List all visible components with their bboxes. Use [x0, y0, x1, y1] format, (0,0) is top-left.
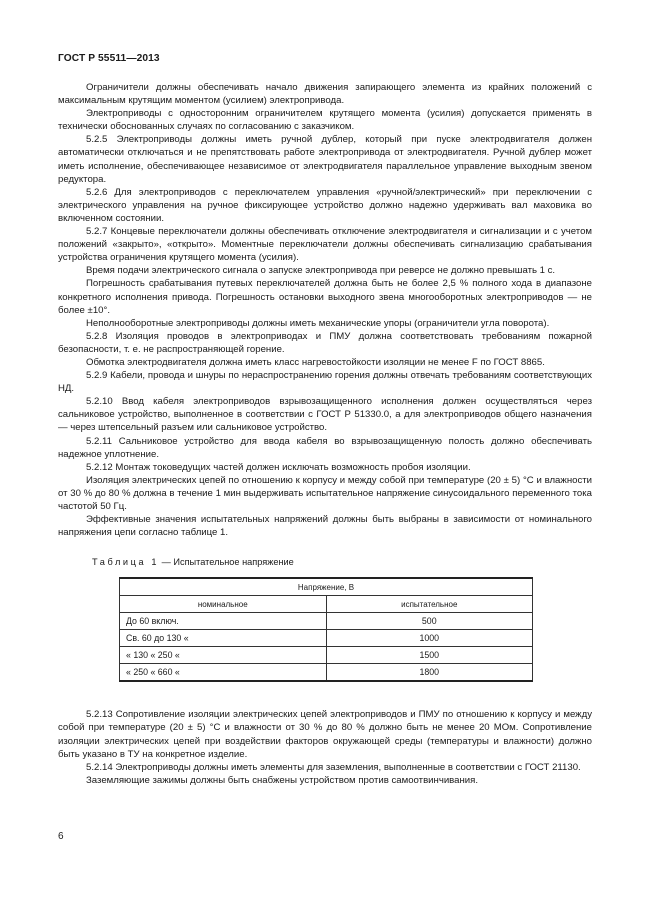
table-row [120, 630, 533, 647]
table-caption-title: — Испытательное напряжение [159, 557, 294, 568]
cell-test: 1000 [326, 630, 533, 647]
table-row [120, 664, 533, 682]
table-group-header: Напряжение, В [120, 578, 533, 596]
cell-nominal: « 130 « 250 « [120, 647, 327, 664]
cell-nominal: До 60 включ. [120, 613, 327, 630]
table-row [120, 647, 533, 664]
cell-nominal: « 250 « 660 « [120, 664, 327, 682]
table-caption [58, 556, 592, 569]
table-caption-label: Таблица 1 [92, 557, 160, 568]
paragraph: 5.2.14 Электроприводы должны иметь элементы для заземления, выполненные в соответствии с ГОСТ 21130. [86, 761, 581, 773]
document-header: ГОСТ Р 55511—2013 [58, 53, 160, 64]
paragraph: 5.2.5 Электроприводы должны иметь ручной дублер, который при пуске электродвигателя должен автоматически отключаться и не препятствовать работе электропривода от электродвигателя. Ручной дублер может иметь исполнение, обеспечивающее независимое от электродвигателя параллельное управление выходным звеном редуктора. [58, 134, 592, 185]
page-number: 6 [58, 831, 64, 842]
paragraph: Погрешность срабатывания путевых переключателей должна быть не более 2,5 % полного хода в диапазоне конкретного исполнения привода. Погрешность остановки выходного звена многооборотных электроприводов — не более ±10°. [58, 278, 592, 316]
cell-test: 1800 [326, 664, 533, 682]
paragraph: 5.2.12 Монтаж токоведущих частей должен исключать возможность пробоя изоляции. [86, 461, 471, 473]
column-header-test: испытательное [326, 596, 533, 613]
document-body [58, 81, 592, 787]
paragraph: Неполнооборотные электроприводы должны иметь механические упоры (ограничители угла поворота). [86, 317, 550, 329]
paragraph: 5.2.13 Сопротивление изоляции электрических цепей электроприводов и ПМУ по отношению к корпусу и между собой при температуре (20 ± 5) °С и влажности от 30 % до 80 % должно быть не менее 20 МОм. Сопротивление изоляции электрических цепей при воздействии факторов окружающей среды (температуры и влажности) должно быть указано в ТУ на конкретное изделие. [58, 709, 592, 760]
paragraph: 5.2.6 Для электроприводов с переключателем управления «ручной/электрический» при переключении с электрического управления на ручное фиксирующее устройство должно надежно удерживать вал маховика во включенном состоянии. [58, 186, 592, 224]
column-header-nominal: номинальное [120, 596, 327, 613]
paragraph: 5.2.9 Кабели, провода и шнуры по нераспространению горения должны отвечать требованиям соответствующих НД. [58, 370, 592, 395]
paragraph: Электроприводы с односторонним ограничителем крутящего момента (усилия) допускается применять в технически обоснованных случаях по согласованию с заказчиком. [58, 108, 592, 133]
cell-nominal: Св. 60 до 130 « [120, 630, 327, 647]
paragraph: 5.2.10 Ввод кабеля электроприводов взрывозащищенного исполнения должен осуществляться через сальниковое устройство, выполненное в соответствии с ГОСТ Р 51330.0, а для электроприводов общего назначения — через штепсельный разъем или сальниковое устройство. [58, 396, 592, 434]
table-row [120, 613, 533, 630]
cell-test: 1500 [326, 647, 533, 664]
paragraph: Ограничители должны обеспечивать начало движения запирающего элемента из крайних положений с максимальным крутящим моментом (усилием) электропривода. [58, 82, 592, 107]
paragraph: 5.2.7 Концевые переключатели должны обеспечивать отключение электродвигателя и сигнализации и с учетом положений «закрыто», «открыто». Моментные переключатели должны обеспечивать сигнализацию срабатывания устройства ограничения крутящего момента (усилия). [58, 226, 592, 264]
voltage-table [119, 577, 533, 682]
paragraph: 5.2.11 Сальниковое устройство для ввода кабеля во взрывозащищенную полость должно обеспечивать надежное уплотнение. [58, 435, 592, 460]
paragraph: Изоляция электрических цепей по отношению к корпусу и между собой при температуре (20 ± 5) °С и влажности от 30 % до 80 % должна в течение 1 мин выдерживать испытательное напряжение синусоидального переменного тока частотой 50 Гц. [58, 474, 592, 512]
paragraph: 5.2.8 Изоляция проводов в электроприводах и ПМУ должна соответствовать требованиям пожарной безопасности, т. е. не распространяющей горение. [58, 330, 592, 355]
cell-test: 500 [326, 613, 533, 630]
paragraph: Эффективные значения испытательных напряжений должны быть выбраны в зависимости от номинального напряжения цепи согласно таблице 1. [58, 514, 592, 539]
paragraph: Время подачи электрического сигнала о запуске электропривода при реверсе не должно превышать 1 с. [86, 265, 556, 277]
paragraph: Обмотка электродвигателя должна иметь класс нагревостойкости изоляции не менее F по ГОСТ 8865. [86, 356, 545, 368]
paragraph: Заземляющие зажимы должны быть снабжены устройством против самоотвинчивания. [86, 774, 479, 786]
